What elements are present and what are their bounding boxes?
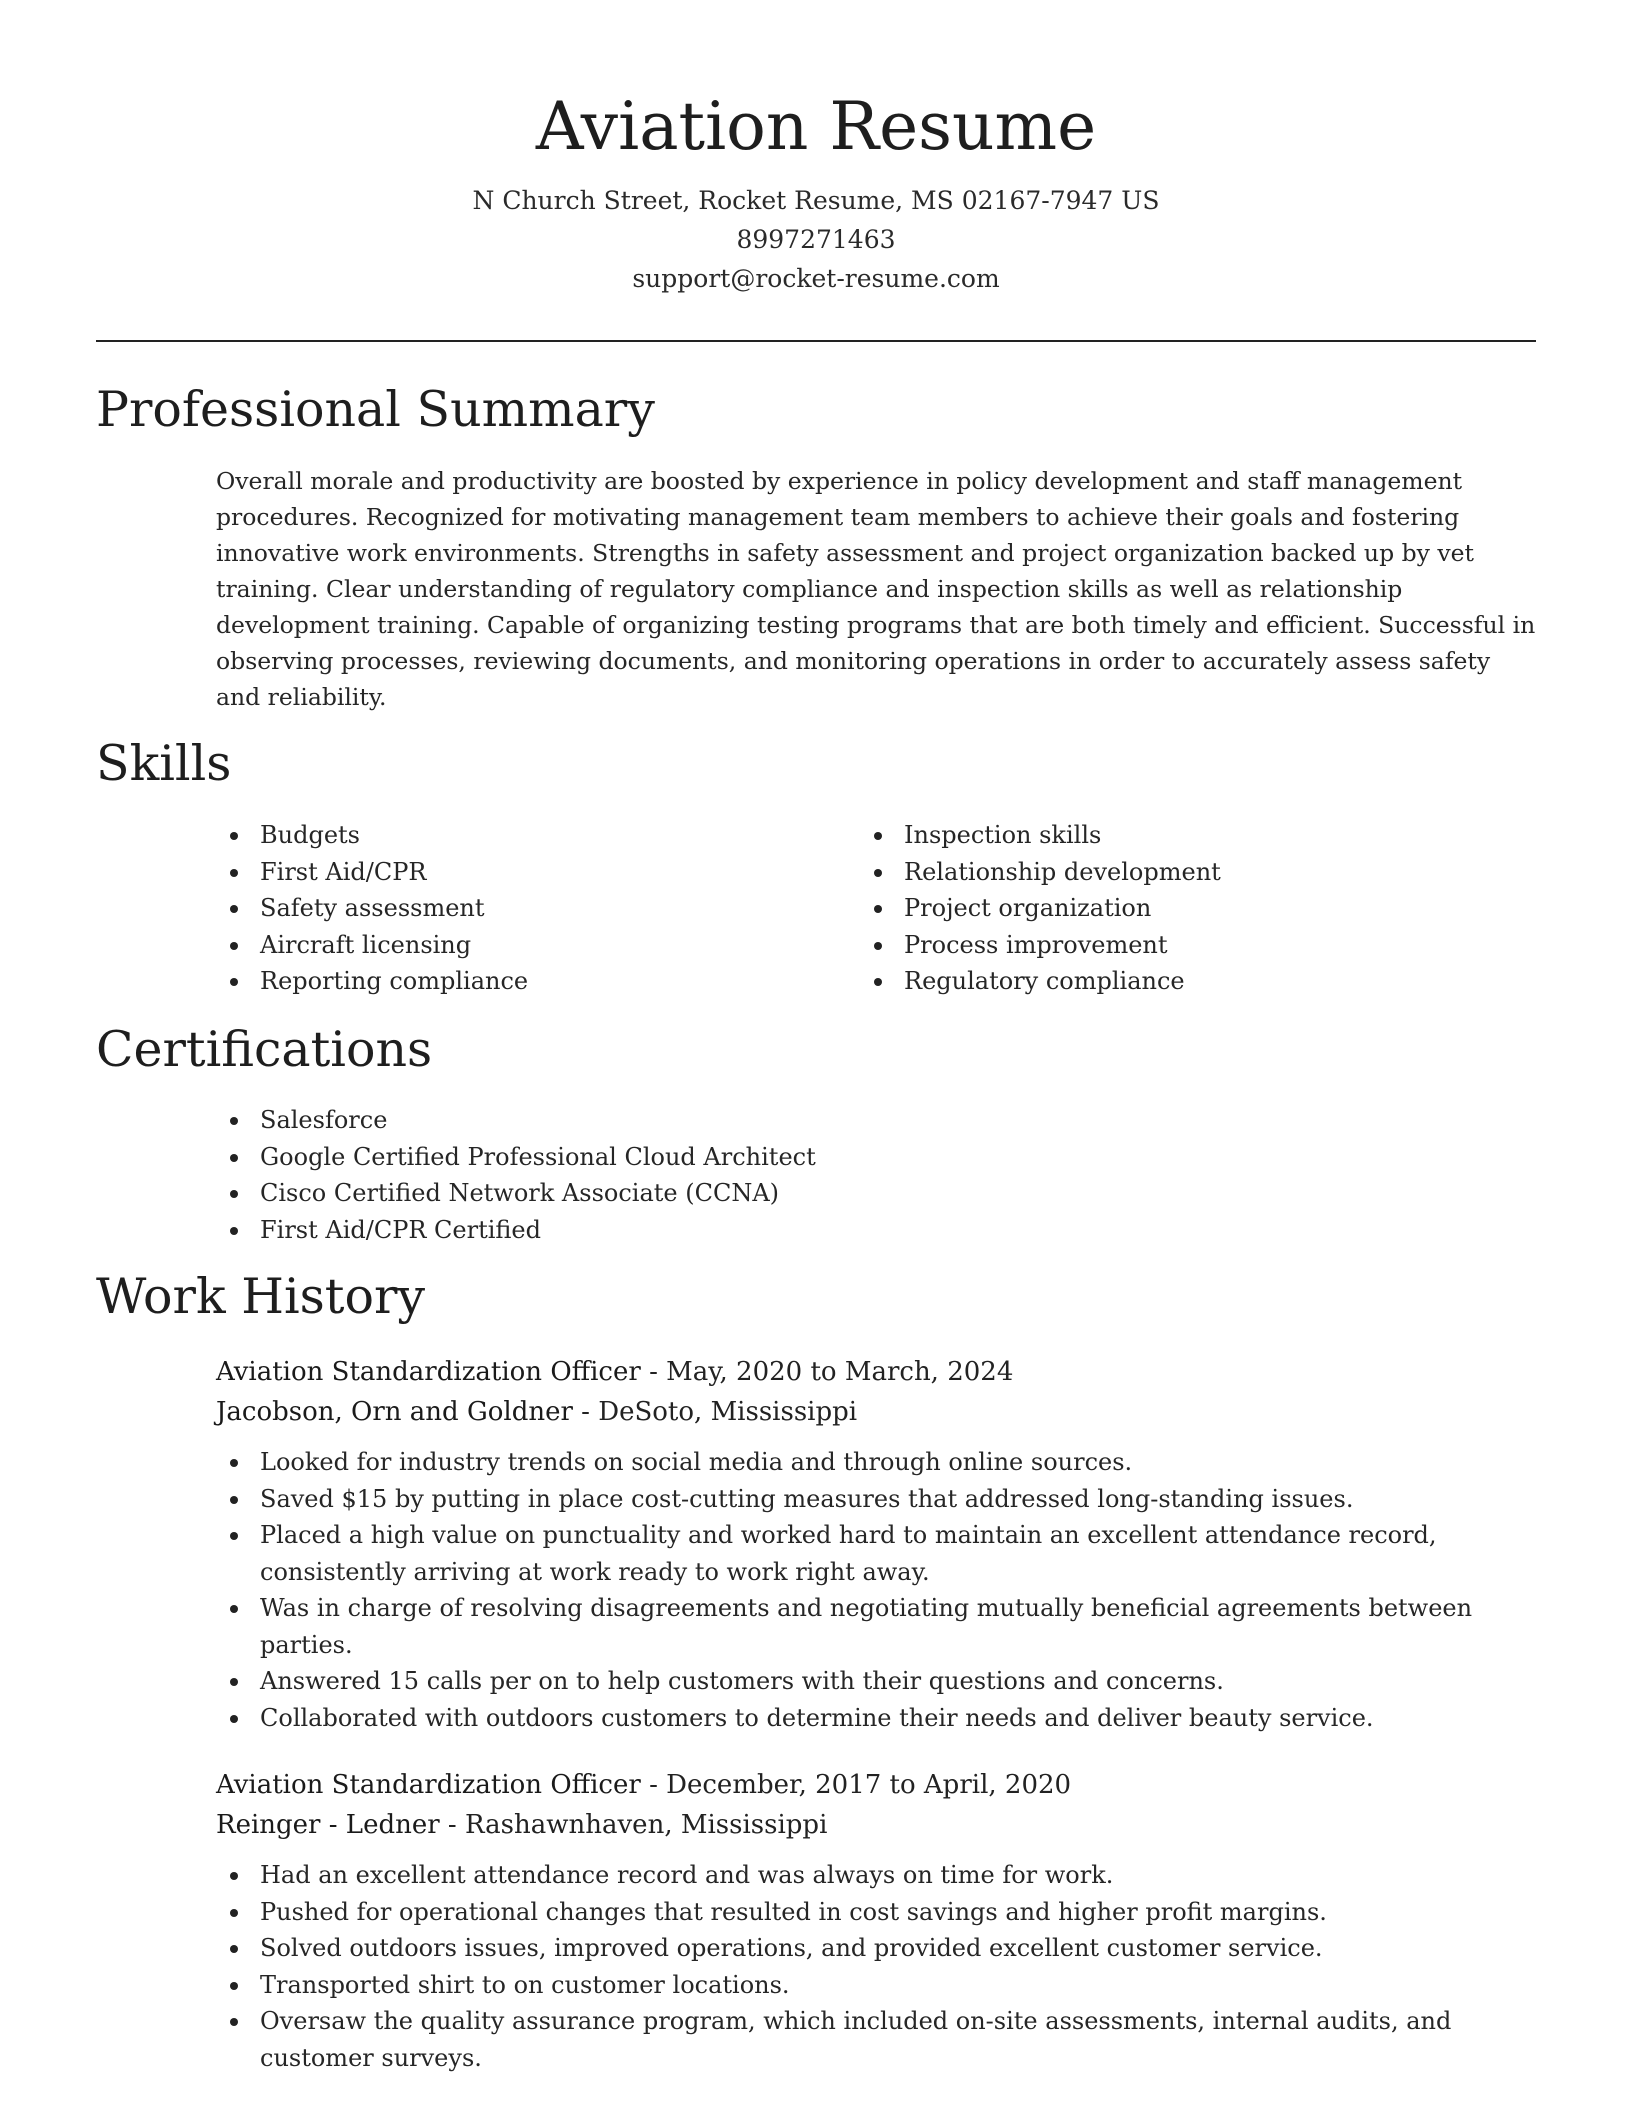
job-bullets [216, 1857, 1536, 2076]
job-bullet: Solved outdoors issues, improved operations, and provided excellent customer service. [216, 1930, 1536, 1967]
skill-item: Relationship development [860, 854, 1480, 891]
job-bullet: Had an excellent attendance record and was always on time for work. [216, 1857, 1536, 1894]
job-bullet: Pushed for operational changes that resulted in cost savings and higher profit margins. [216, 1894, 1536, 1931]
skill-item: Budgets [216, 817, 836, 854]
skills-heading: Skills [96, 735, 232, 792]
job-bullet: Answered 15 calls per on to help customers with their questions and concerns. [216, 1663, 1536, 1700]
contact-email: support@rocket-resume.com [632, 264, 1000, 293]
summary-heading: Professional Summary [96, 381, 655, 438]
header-divider [96, 340, 1536, 342]
job-title-line [216, 1352, 1536, 1392]
job-bullet: Collaborated with outdoors customers to determine their needs and deliver beauty service. [216, 1700, 1536, 1737]
job-title-line [216, 1765, 1536, 1805]
job-location: Rashawnhaven, Mississippi [464, 1810, 828, 1840]
contact-address: N Church Street, Rocket Resume, MS 02167-7947 US [472, 186, 1160, 215]
job-company-line [216, 1805, 1536, 1845]
skills-list-left [216, 817, 836, 1000]
certifications-list [216, 1102, 1216, 1248]
skill-item: Regulatory compliance [860, 963, 1480, 1000]
job-company: Reinger - Ledner [216, 1810, 440, 1840]
job-dates: December, 2017 to April, 2020 [666, 1770, 1072, 1800]
job-bullet: Oversaw the quality assurance program, which included on-site assessments, internal audits, and customer surveys. [216, 2003, 1536, 2076]
certification-item: Cisco Certified Network Associate (CCNA) [216, 1175, 1216, 1212]
skill-item: First Aid/CPR [216, 854, 836, 891]
job-bullet: Placed a high value on punctuality and worked hard to maintain an excellent attendance record, consistently arriving at work ready to work right away. [216, 1517, 1536, 1590]
job-bullets [216, 1444, 1536, 1736]
resume-header [96, 82, 1536, 298]
skill-item: Project organization [860, 890, 1480, 927]
job-title: Aviation Standardization Officer [216, 1770, 641, 1800]
certification-item: Google Certified Professional Cloud Architect [216, 1139, 1216, 1176]
skill-item: Process improvement [860, 927, 1480, 964]
job-bullet: Looked for industry trends on social media and through online sources. [216, 1444, 1536, 1481]
certification-item: Salesforce [216, 1102, 1216, 1139]
job-title-separator: - [640, 1357, 667, 1387]
job-dates: May, 2020 to March, 2024 [666, 1357, 1014, 1387]
skills-list-right [860, 817, 1480, 1000]
work-history-heading: Work History [96, 1268, 426, 1325]
skill-item: Reporting compliance [216, 963, 836, 1000]
job-bullet: Was in charge of resolving disagreements and negotiating mutually beneficial agreements between parties. [216, 1590, 1536, 1663]
contact-block [96, 181, 1536, 298]
certification-item: First Aid/CPR Certified [216, 1212, 1216, 1249]
job-company-separator: - [572, 1397, 599, 1427]
skill-item: Safety assessment [216, 890, 836, 927]
skill-item: Inspection skills [860, 817, 1480, 854]
job-title-separator: - [640, 1770, 667, 1800]
job-title: Aviation Standardization Officer [216, 1357, 641, 1387]
summary-text: Overall morale and productivity are boosted by experience in policy development and staff management procedures. Recognized for motivating management team members to achieve their goals and fostering innovative work environments. Strengths in safety assessment and project organization backed up by vet training. Clear understanding of regulatory compliance and inspection skills as well as relationship development training. Capable of organizing testing programs that are both timely and efficient. Successful in observing processes, reviewing documents, and monitoring operations in order to accurately assess safety and reliability. [216, 467, 1536, 711]
job-company: Jacobson, Orn and Goldner [216, 1397, 573, 1427]
job-company-line [216, 1392, 1536, 1432]
certifications-heading: Certifications [96, 1021, 433, 1078]
job-company-separator: - [439, 1810, 465, 1840]
job-bullet: Transported shirt to on customer locations. [216, 1967, 1536, 2004]
contact-phone: 8997271463 [736, 225, 896, 254]
job-bullet: Saved $15 by putting in place cost-cutting measures that addressed long-standing issues. [216, 1481, 1536, 1518]
skill-item: Aircraft licensing [216, 927, 836, 964]
job-location: DeSoto, Mississippi [598, 1397, 858, 1427]
resume-title: Aviation Resume [535, 88, 1097, 165]
